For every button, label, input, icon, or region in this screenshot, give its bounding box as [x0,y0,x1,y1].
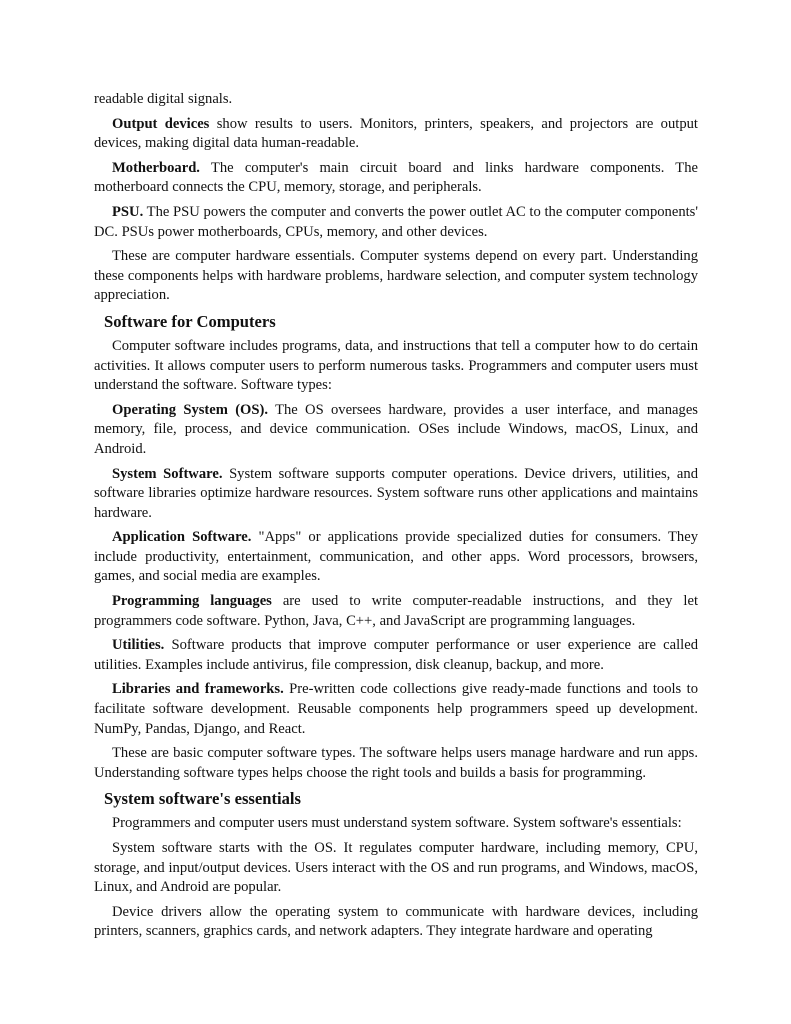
paragraph-psu: PSU. The PSU powers the computer and converts the power outlet AC to the computer components' DC. PSUs power motherboards, CPUs, memory, and other devices. [94,203,698,240]
paragraph-device-drivers: Device drivers allow the operating system to communicate with hardware devices, including printers, scanners, graphics cards, and network adapters. They integrate hardware and operating [94,903,698,940]
section-heading-system-software: System software's essentials [104,789,301,809]
term-label: Motherboard. [112,159,200,176]
paragraph-continuation: readable digital signals. [94,91,233,107]
term-label: Application Software. [112,529,252,546]
paragraph-application-software: Application Software. "Apps" or applications provide specialized duties for consumers. They include productivity, entertainment, communication, and other apps. Word processors, browsers, games, and social media are examples. [94,529,698,585]
section-heading-software: Software for Computers [104,311,276,331]
paragraph-system-software-intro: Programmers and computer users must understand system software. System software's essentials: [112,815,682,832]
paragraph-operating-system: Operating System (OS). The OS oversees hardware, provides a user interface, and manages memory, file, process, and device communication. OSes include Windows, macOS, Linux, and Android. [94,401,698,457]
term-label: Libraries and frameworks. [112,681,284,698]
paragraph-hardware-summary: These are computer hardware essentials. Computer systems depend on every part. Understanding these components helps with hardware problems, hardware selection, and computer system technology appreciation. [94,248,698,304]
document-page [94,90,698,947]
paragraph-software-summary: These are basic computer software types. The software helps users manage hardware and run apps. Understanding software types helps choose the right tools and builds a basis for programming. [94,745,698,781]
paragraph-os-essentials: System software starts with the OS. It regulates computer hardware, including memory, CPU, storage, and input/output devices. Users interact with the OS and run programs, and Windows, macOS, Linux, and Android are popular. [94,840,698,896]
paragraph-software-intro: Computer software includes programs, data, and instructions that tell a computer how to do certain activities. It allows computer users to perform numerous tasks. Programmers and computer users must understand the software. Software types: [94,337,698,394]
paragraph-system-software: System Software. System software supports computer operations. Device drivers, utilities, and software libraries optimize hardware resources. System software runs other applications and maintains hardware. [94,465,698,521]
paragraph-programming-languages: Programming languages are used to write computer-readable instructions, and they let programmers code software. Python, Java, C++, and JavaScript are programming languages. [94,593,698,629]
term-label: Utilities. [112,637,165,654]
term-label: System Software. [112,465,223,482]
term-label: PSU. [112,203,144,220]
term-label: Programming languages [112,593,272,610]
paragraph-output-devices: Output devices show results to users. Monitors, printers, speakers, and projectors are output devices, making digital data human-readable. [94,115,698,152]
term-label: Operating System (OS). [112,401,269,418]
paragraph-libraries-frameworks: Libraries and frameworks. Pre-written code collections give ready-made functions and tools to facilitate software development. Reusable components help programmers speed up development. NumPy, Pandas, Django, and React. [94,681,698,737]
paragraph-utilities: Utilities. Software products that improve computer performance or user experience are called utilities. Examples include antivirus, file compression, disk cleanup, backup, and more. [94,637,698,673]
term-label: Output devices [112,115,210,132]
paragraph-motherboard: Motherboard. The computer's main circuit board and links hardware components. The motherboard connects the CPU, memory, storage, and peripherals. [94,159,698,196]
